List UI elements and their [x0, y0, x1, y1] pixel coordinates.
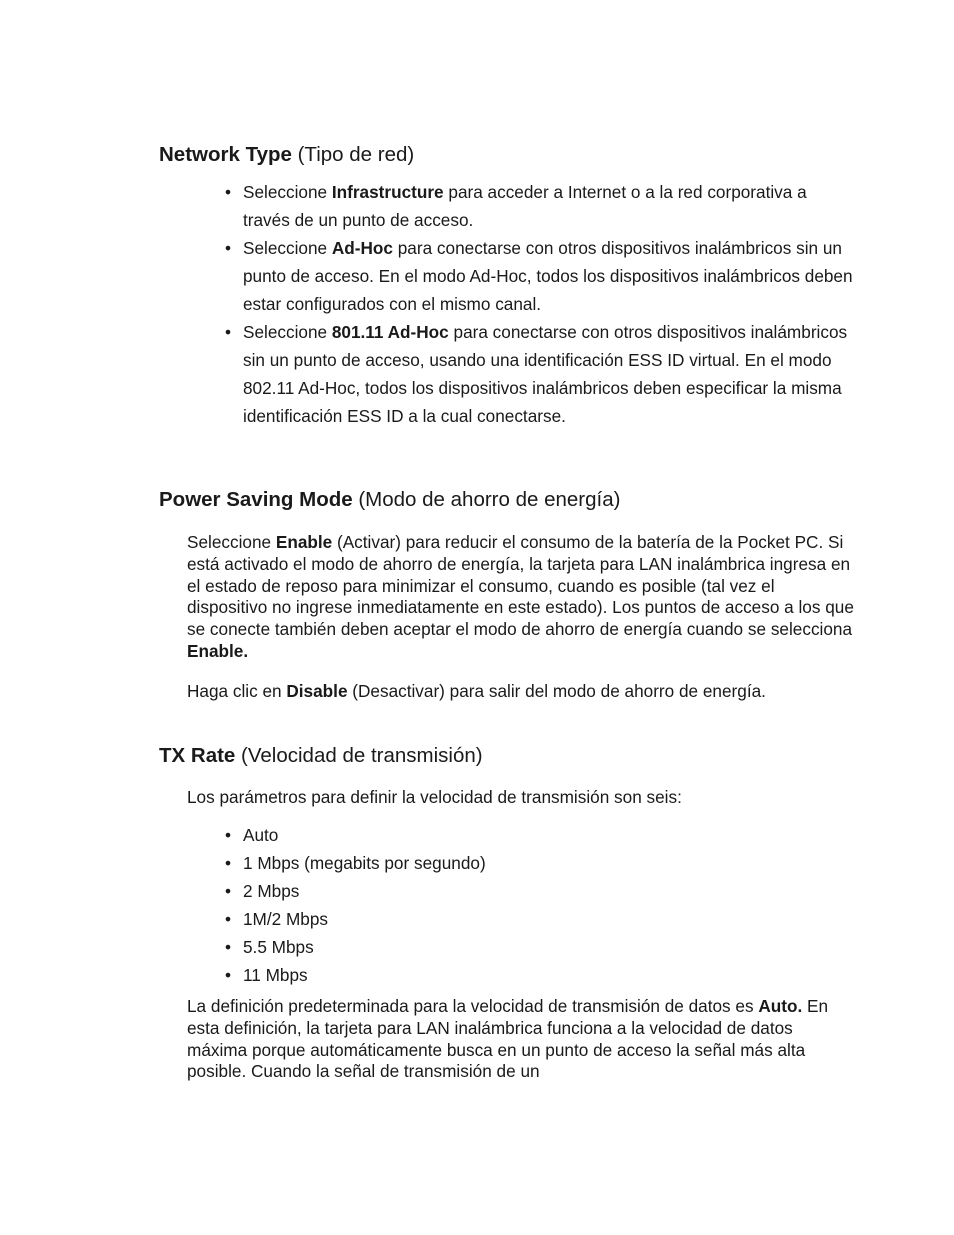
power-saving-heading: Power Saving Mode (Modo de ahorro de energía)	[159, 488, 621, 511]
power-saving-paragraph: Seleccione Enable (Activar) para reducir el consumo de la batería de la Pocket PC. Si está activado el modo de ahorro de energía, la tarjeta para LAN inalámbrica ingresa en el estado de reposo para minimizar el consumo, cuando es posible (tal vez el dispositivo no ingrese inmediatamente en este estado). Los puntos de acceso a los que se conecte también deben aceptar el modo de ahorro de energía cuando se selecciona Enable.	[187, 532, 854, 661]
list-item: • Seleccione 801.11 Ad-Hoc para conectarse con otros dispositivos inalámbricos sin un punto de acceso, usando una identificación ESS ID virtual. En el modo 802.11 Ad-Hoc, todos los dispositivos inalámbricos deben especificar la misma identificación ESS ID a la cual conectarse.	[225, 318, 855, 430]
list-item: • Auto	[225, 821, 855, 849]
tx-rate-paragraph: La definición predeterminada para la velocidad de transmisión de datos es Auto. En esta definición, la tarjeta para LAN inalámbrica funciona a la velocidad de datos máxima porque automáticamente busca en un punto de acceso la señal más alta posible. Cuando la señal de transmisión de un	[187, 996, 829, 1082]
tx-rate-heading: TX Rate (Velocidad de transmisión)	[159, 744, 483, 767]
network-type-heading: Network Type (Tipo de red)	[159, 143, 415, 166]
disable-paragraph: Haga clic en Disable (Desactivar) para salir del modo de ahorro de energía.	[187, 681, 766, 701]
list-item: • 5.5 Mbps	[225, 933, 855, 961]
list-item: • 1M/2 Mbps	[225, 905, 855, 933]
network-type-list	[225, 178, 855, 430]
list-item: • 1 Mbps (megabits por segundo)	[225, 849, 855, 877]
list-item: • 2 Mbps	[225, 877, 855, 905]
list-item: • Seleccione Infrastructure para acceder a Internet o a la red corporativa a través de un punto de acceso.	[225, 178, 855, 234]
list-item: • Seleccione Ad-Hoc para conectarse con otros dispositivos inalámbricos sin un punto de acceso. En el modo Ad-Hoc, todos los dispositivos inalámbricos deben estar configurados con el mismo canal.	[225, 234, 855, 318]
list-item: • 11 Mbps	[225, 961, 855, 989]
tx-rate-list	[225, 821, 855, 989]
tx-rate-intro: Los parámetros para definir la velocidad de transmisión son seis:	[187, 787, 682, 807]
